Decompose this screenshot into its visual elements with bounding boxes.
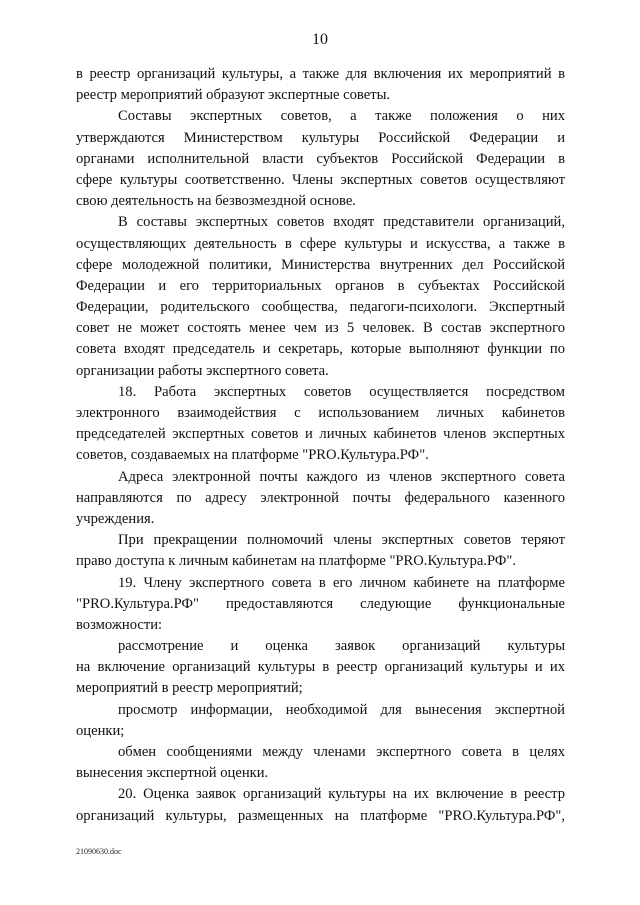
- text-line: рассмотрение и оценка заявок организаций культуры: [118, 638, 565, 655]
- text-line: Адреса электронной почты каждого из членов экспертного совета: [118, 468, 565, 485]
- text-line: организации работы экспертного совета.: [76, 362, 329, 379]
- text-line: на включение организаций культуры в реестр организаций культуры и их: [76, 659, 565, 676]
- text-line: сфере культуры соответственно. Члены экспертных советов осуществляют: [76, 171, 565, 188]
- text-line: электронного взаимодействия с использованием личных кабинетов: [76, 405, 565, 421]
- text-line: оценки;: [76, 722, 125, 739]
- text-line: направляются по адресу электронной почты федерального казенного: [76, 489, 565, 506]
- text-line: 20. Оценка заявок организаций культуры на их включение в реестр: [118, 786, 565, 803]
- text-line: В составы экспертных советов входят представители организаций,: [118, 214, 565, 231]
- text-line: обмен сообщениями между членами экспертного совета в целях: [118, 744, 565, 760]
- text-line: сфере молодежной политики, Министерства внутренних дел Российской: [76, 256, 565, 273]
- text-line: председателей экспертных советов и личных кабинетов членов экспертных: [76, 426, 565, 443]
- text-line: советов, создаваемых на платформе "PRO.Культура.РФ".: [76, 447, 429, 464]
- text-line: осуществляющих деятельность в сфере культуры и искусства, а также в: [76, 235, 565, 252]
- text-line: "PRO.Культура.РФ" предоставляются следующие функциональные: [76, 595, 565, 612]
- text-line: 18. Работа экспертных советов осуществляется посредством: [118, 383, 565, 400]
- document-body: [76, 64, 565, 827]
- text-line: 19. Члену экспертного совета в его личном кабинете на платформе: [118, 574, 565, 591]
- text-line: Составы экспертных советов, а также положения о них: [118, 108, 565, 125]
- text-line: свою деятельность на безвозмездной основе.: [76, 193, 356, 210]
- text-line: Федерации и его территориальных органов в субъектах Российской: [76, 277, 565, 294]
- text-line: возможности:: [76, 616, 163, 633]
- text-line: в реестр организаций культуры, а также для включения их мероприятий в: [76, 66, 565, 82]
- text-line: органами исполнительной власти субъектов Российской Федерации в: [76, 150, 565, 167]
- text-line: совет не может состоять менее чем из 5 человек. В состав экспертного: [76, 320, 565, 337]
- text-line: мероприятий в реестр мероприятий;: [76, 680, 303, 697]
- text-line: право доступа к личным кабинетам на платформе "PRO.Культура.РФ".: [76, 553, 517, 570]
- text-line: организаций культуры, размещенных на платформе "PRO.Культура.РФ",: [76, 807, 565, 824]
- text-line: просмотр информации, необходимой для вынесения экспертной: [118, 701, 565, 718]
- text-line: реестр мероприятий образуют экспертные советы.: [76, 87, 391, 104]
- text-line: При прекращении полномочий члены экспертных советов теряют: [118, 532, 565, 549]
- text-line: совета входят председатель и секретарь, которые выполняют функции по: [76, 341, 565, 358]
- text-line: учреждения.: [76, 510, 155, 527]
- text-line: Федерации, родительского сообщества, педагоги-психологи. Экспертный: [76, 299, 565, 316]
- text-line: утверждаются Министерством культуры Российской Федерации и: [76, 129, 565, 146]
- page-number: 10: [312, 31, 328, 48]
- text-line: вынесения экспертной оценки.: [76, 765, 269, 782]
- footer-filename: 21090630.doc: [76, 847, 122, 856]
